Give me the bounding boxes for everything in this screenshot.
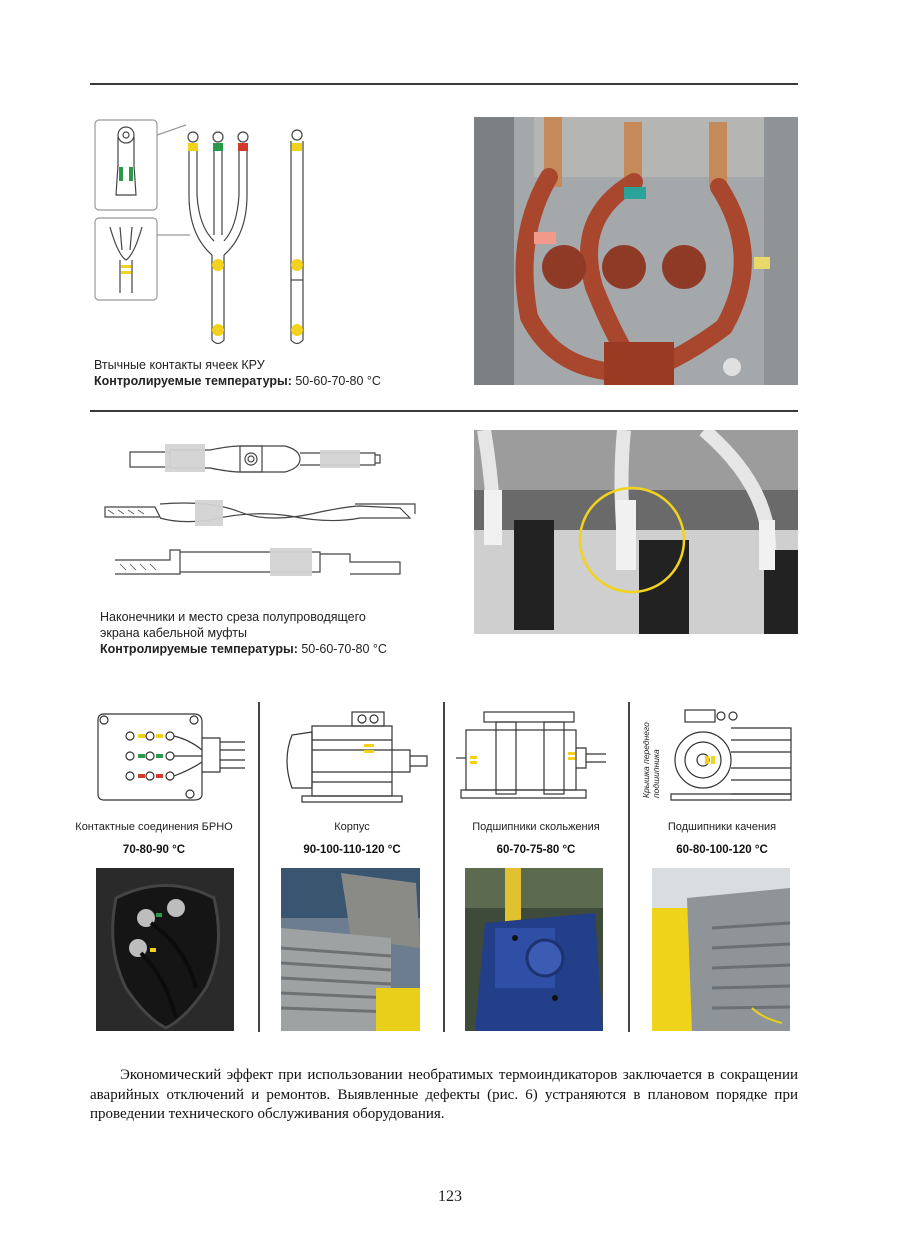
terminal-box-drawing bbox=[90, 710, 250, 806]
page-number: 123 bbox=[438, 1188, 462, 1205]
switchgear-cables-photo bbox=[474, 117, 798, 385]
bearing-cover-label: Крышка переднего bbox=[641, 722, 651, 798]
rolling-bearing-drawing bbox=[641, 706, 801, 806]
motor2-title: Корпус bbox=[334, 821, 370, 833]
motor1-temps: 70-80-90 °C bbox=[122, 844, 186, 856]
section1-caption-title: Втычные контакты ячеек КРУ bbox=[94, 358, 265, 372]
bushing-contacts-drawing bbox=[90, 115, 450, 355]
motor-housing-photo bbox=[281, 868, 420, 1031]
divider-3 bbox=[628, 702, 630, 1032]
middle-rule bbox=[90, 410, 798, 412]
rolling-bearing-photo bbox=[652, 868, 790, 1031]
motor3-temps: 60-70-75-80 °C bbox=[496, 844, 576, 856]
motor2-temps: 90-100-110-120 °C bbox=[303, 844, 401, 856]
motor3-title: Подшипники скольжения bbox=[472, 821, 600, 833]
bearing-cover-label-2: подшипника bbox=[651, 749, 661, 798]
terminal-box-photo bbox=[96, 868, 234, 1031]
motor4-title: Подшипники качения bbox=[667, 821, 777, 833]
cable-terminations-photo bbox=[474, 430, 798, 634]
divider-1 bbox=[258, 702, 260, 1032]
section1-caption-temps: Контролируемые температуры: 50-60-70-80 °C bbox=[94, 374, 381, 388]
sleeve-bearing-drawing bbox=[456, 708, 616, 804]
body-paragraph: Экономический эффект при использовании необратимых термоиндикаторов заключается в сокращении аварийных отключений и ремонтов. Выявленные дефекты (рис. 6) устраняются в плановом порядке при проведении технического обслуживания оборудования. bbox=[90, 1067, 798, 1122]
motor4-temps: 60-80-100-120 °C bbox=[676, 844, 768, 856]
section2-caption-line2: экрана кабельной муфты bbox=[100, 626, 248, 640]
section2-caption-temps: Контролируемые температуры: 50-60-70-80 °C bbox=[100, 642, 387, 656]
motor-housing-drawing bbox=[272, 710, 432, 806]
section2-caption bbox=[100, 609, 460, 657]
sleeve-bearing-photo bbox=[465, 868, 603, 1031]
divider-2 bbox=[443, 702, 445, 1032]
motor1-title: Контактные соединения БРНО bbox=[75, 821, 233, 833]
section2-caption-line1: Наконечники и место среза полупроводящего bbox=[100, 610, 366, 624]
cable-termination-drawing bbox=[100, 432, 420, 582]
section1-caption bbox=[94, 357, 454, 389]
top-rule bbox=[90, 83, 798, 85]
